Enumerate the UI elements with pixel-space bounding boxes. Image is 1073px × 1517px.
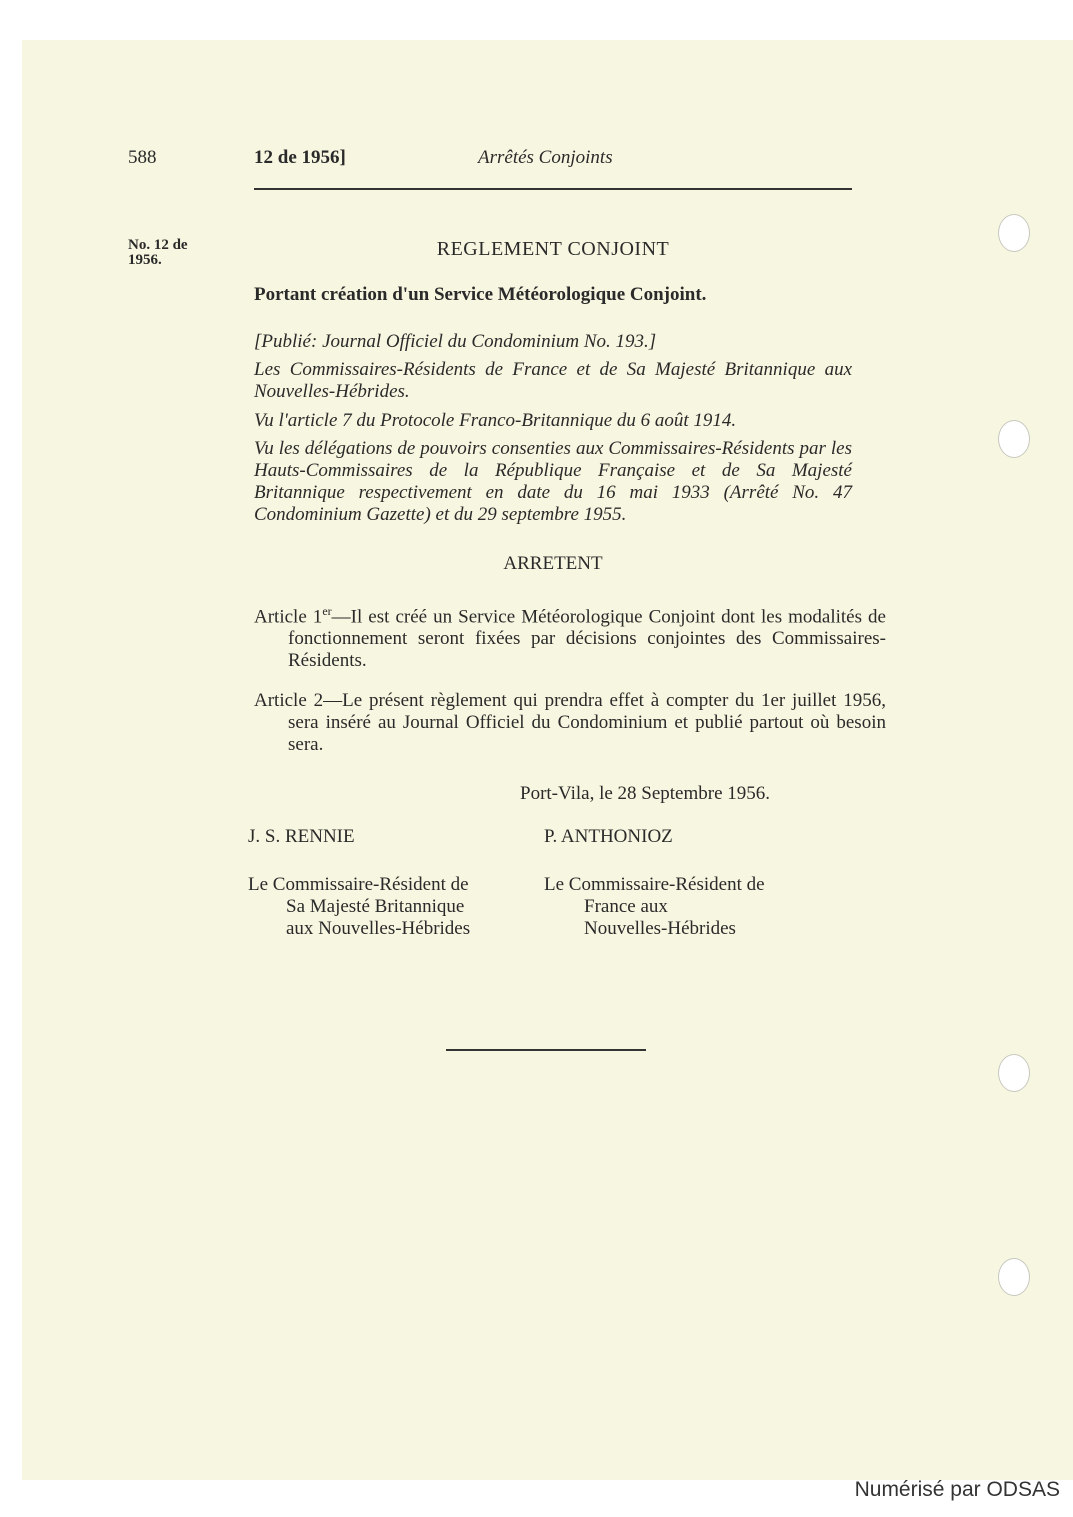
header-rule: [254, 188, 852, 190]
article-label: Article 1: [254, 606, 323, 628]
signatory-title-line: France aux: [584, 896, 668, 917]
preamble-article-reference: Vu l'article 7 du Protocole Franco-Britannique du 6 août 1914.: [254, 410, 737, 431]
punch-hole: [998, 1054, 1030, 1092]
preamble-commissioners: Les Commissaires-Résidents de France et de Sa Majesté Britannique aux Nouvelles-Hébrides.: [254, 359, 852, 402]
signatory-name: J. S. RENNIE: [248, 826, 355, 847]
margin-note-line: No. 12 de: [128, 237, 188, 253]
article-label: Article 2: [254, 690, 324, 711]
publication-note: [Publié: Journal Officiel du Condominium No. 193.]: [254, 331, 657, 352]
signatory-title-line: Nouvelles-Hébrides: [584, 918, 736, 939]
issue-reference: 12 de 1956]: [254, 147, 346, 168]
signatory-title-line: aux Nouvelles-Hébrides: [286, 918, 471, 939]
signatory-title-line: Le Commissaire-Résident de: [544, 874, 765, 895]
section-title: Arrêtés Conjoints: [478, 147, 613, 168]
place-date: Port-Vila, le 28 Septembre 1956.: [520, 783, 771, 804]
signatory-title-line: Sa Majesté Britannique: [286, 896, 465, 917]
article-text: —Le présent règlement qui prendra effet à compter du 1er juillet 1956, sera inséré au Journal Officiel du Condominium et publié partout où besoin sera.: [288, 690, 886, 755]
preamble-delegations: Vu les délégations de pouvoirs consenties aux Commissaires-Résidents par les Hauts-Commissaires de la République Française et de Sa Majesté Britannique respectivement en date du 16 mai 1933 (Arrêté No. 47 Condominium Gazette) et du 29 septembre 1955.: [254, 438, 852, 525]
margin-note-line: 1956.: [128, 252, 162, 268]
signatory-left: [248, 826, 518, 940]
article-superscript: er: [322, 604, 332, 618]
signatory-name: P. ANTHONIOZ: [544, 826, 673, 847]
punch-hole: [998, 1258, 1030, 1296]
article-text: —Il est créé un Service Météorologique Conjoint dont les modalités de fonctionnement seront fixées par décisions conjointes des Commissaires-Résidents.: [288, 606, 886, 672]
document-subtitle: Portant création d'un Service Météorologique Conjoint.: [254, 284, 707, 305]
signatory-title-line: Le Commissaire-Résident de: [248, 874, 469, 895]
document-title: REGLEMENT CONJOINT: [436, 238, 670, 260]
article-1: [254, 600, 886, 672]
signatory-right: [544, 826, 844, 940]
article-2: [254, 690, 886, 756]
page-number: 588: [128, 147, 157, 168]
digitization-credit: Numérisé par ODSAS: [854, 1478, 1060, 1501]
end-rule: [446, 1049, 646, 1051]
decree-heading: ARRETENT: [503, 553, 603, 574]
margin-note: [128, 238, 218, 268]
punch-hole: [998, 214, 1030, 252]
punch-hole: [998, 420, 1030, 458]
